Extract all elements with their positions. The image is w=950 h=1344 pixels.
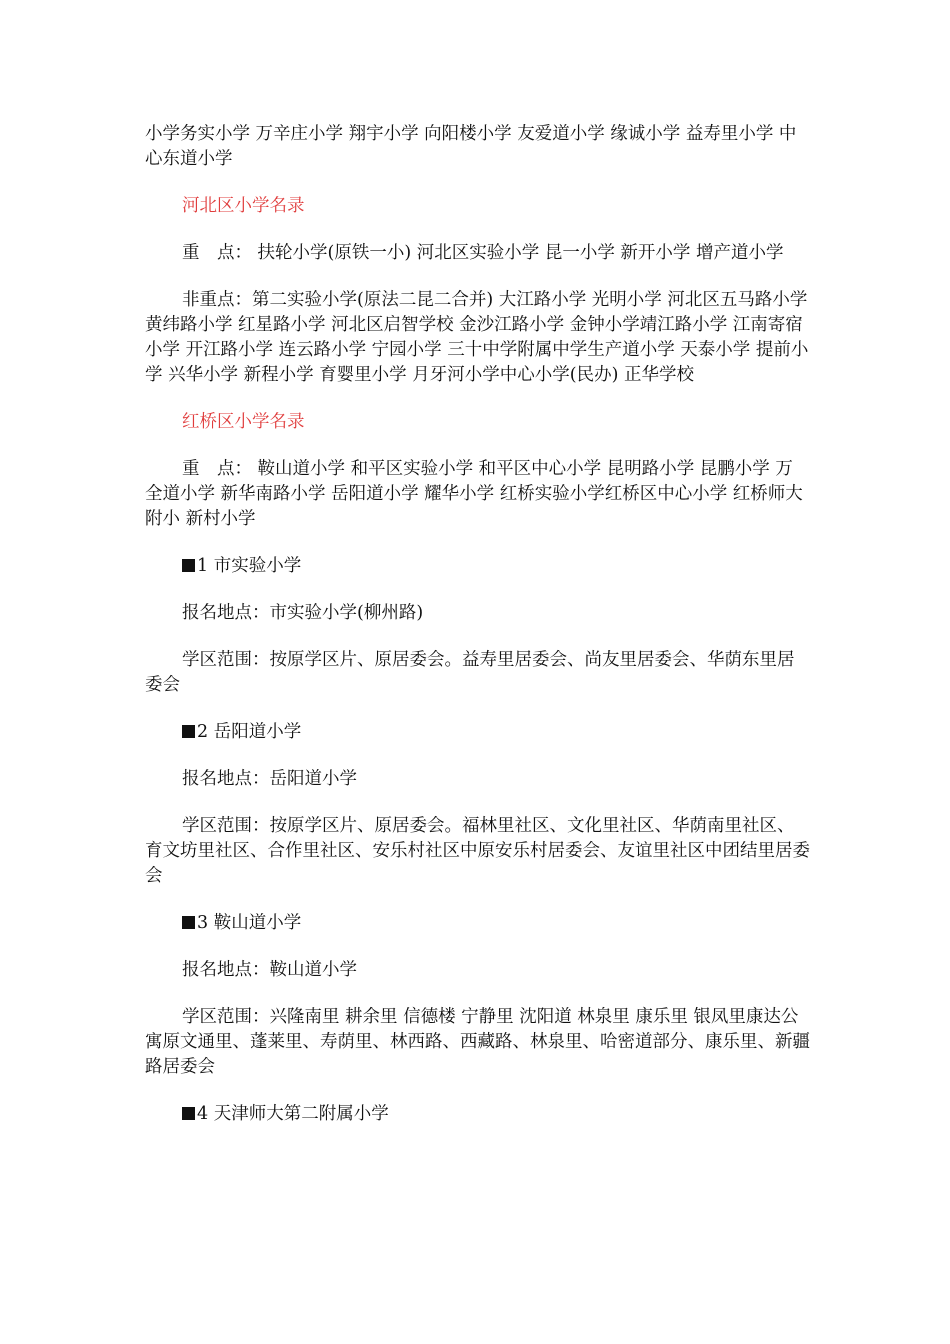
hongqiao-heading: 红桥区小学名录	[182, 412, 305, 432]
hongqiao-key-schools: 重 点： 鞍山道小学 和平区实验小学 和平区中心小学 昆明路小学 昆鹏小学 万全道小学 新华南路小学 岳阳道小学 耀华小学 红桥实验小学红桥区中心小学 红桥师大附小 新村小学	[145, 459, 803, 529]
school-2-location: 报名地点：岳阳道小学	[182, 769, 357, 789]
school-2-district: 学区范围：按原学区片、原居委会。福林里社区、文化里社区、华荫南里社区、育文坊里社区、合作里社区、安乐村社区中原安乐村居委会、友谊里社区中团结里居委会	[145, 816, 810, 886]
school-1-district: 学区范围：按原学区片、原居委会。益寿里居委会、尚友里居委会、华荫东里居委会	[145, 650, 795, 695]
school-3-district: 学区范围：兴隆南里 耕余里 信德楼 宁静里 沈阳道 林泉里 康乐里 银凤里康达公寓原文通里、蓬莱里、寿荫里、林西路、西藏路、林泉里、哈密道部分、康乐里、新疆路居委会	[145, 1007, 810, 1077]
school-1-location: 报名地点：市实验小学(柳州路)	[182, 603, 424, 623]
document-page	[145, 122, 810, 1149]
square-bullet-icon	[182, 916, 195, 929]
hebei-nonkey-schools: 非重点：第二实验小学(原法二昆二合并) 大江路小学 光明小学 河北区五马路小学 黄纬路小学 红星路小学 河北区启智学校 金沙江路小学 金钟小学靖江路小学 江南寄宿小学 开江路小学 连云路小学 宁园小学 三十中学附属中学生产道小学 天泰小学 提前小学 兴华小学 新程小学 育婴里小学 月牙河小学中心小学(民办) 正华学校	[145, 290, 809, 385]
school-3-title: 3 鞍山道小学	[145, 911, 810, 936]
school-4-title: 4 天津师大第二附属小学	[145, 1102, 810, 1127]
square-bullet-icon	[182, 559, 195, 572]
intro-continuation: 小学务实小学 万辛庄小学 翔宇小学 向阳楼小学 友爱道小学 缘诚小学 益寿里小学 中心东道小学	[145, 124, 797, 169]
hebei-heading: 河北区小学名录	[182, 196, 305, 216]
square-bullet-icon	[182, 1107, 195, 1120]
hebei-key-schools: 重 点： 扶轮小学(原铁一小) 河北区实验小学 昆一小学 新开小学 增产道小学	[182, 243, 784, 263]
school-2-title: 2 岳阳道小学	[145, 720, 810, 745]
square-bullet-icon	[182, 725, 195, 738]
school-1-title: 1 市实验小学	[145, 554, 810, 579]
school-3-location: 报名地点：鞍山道小学	[182, 960, 357, 980]
